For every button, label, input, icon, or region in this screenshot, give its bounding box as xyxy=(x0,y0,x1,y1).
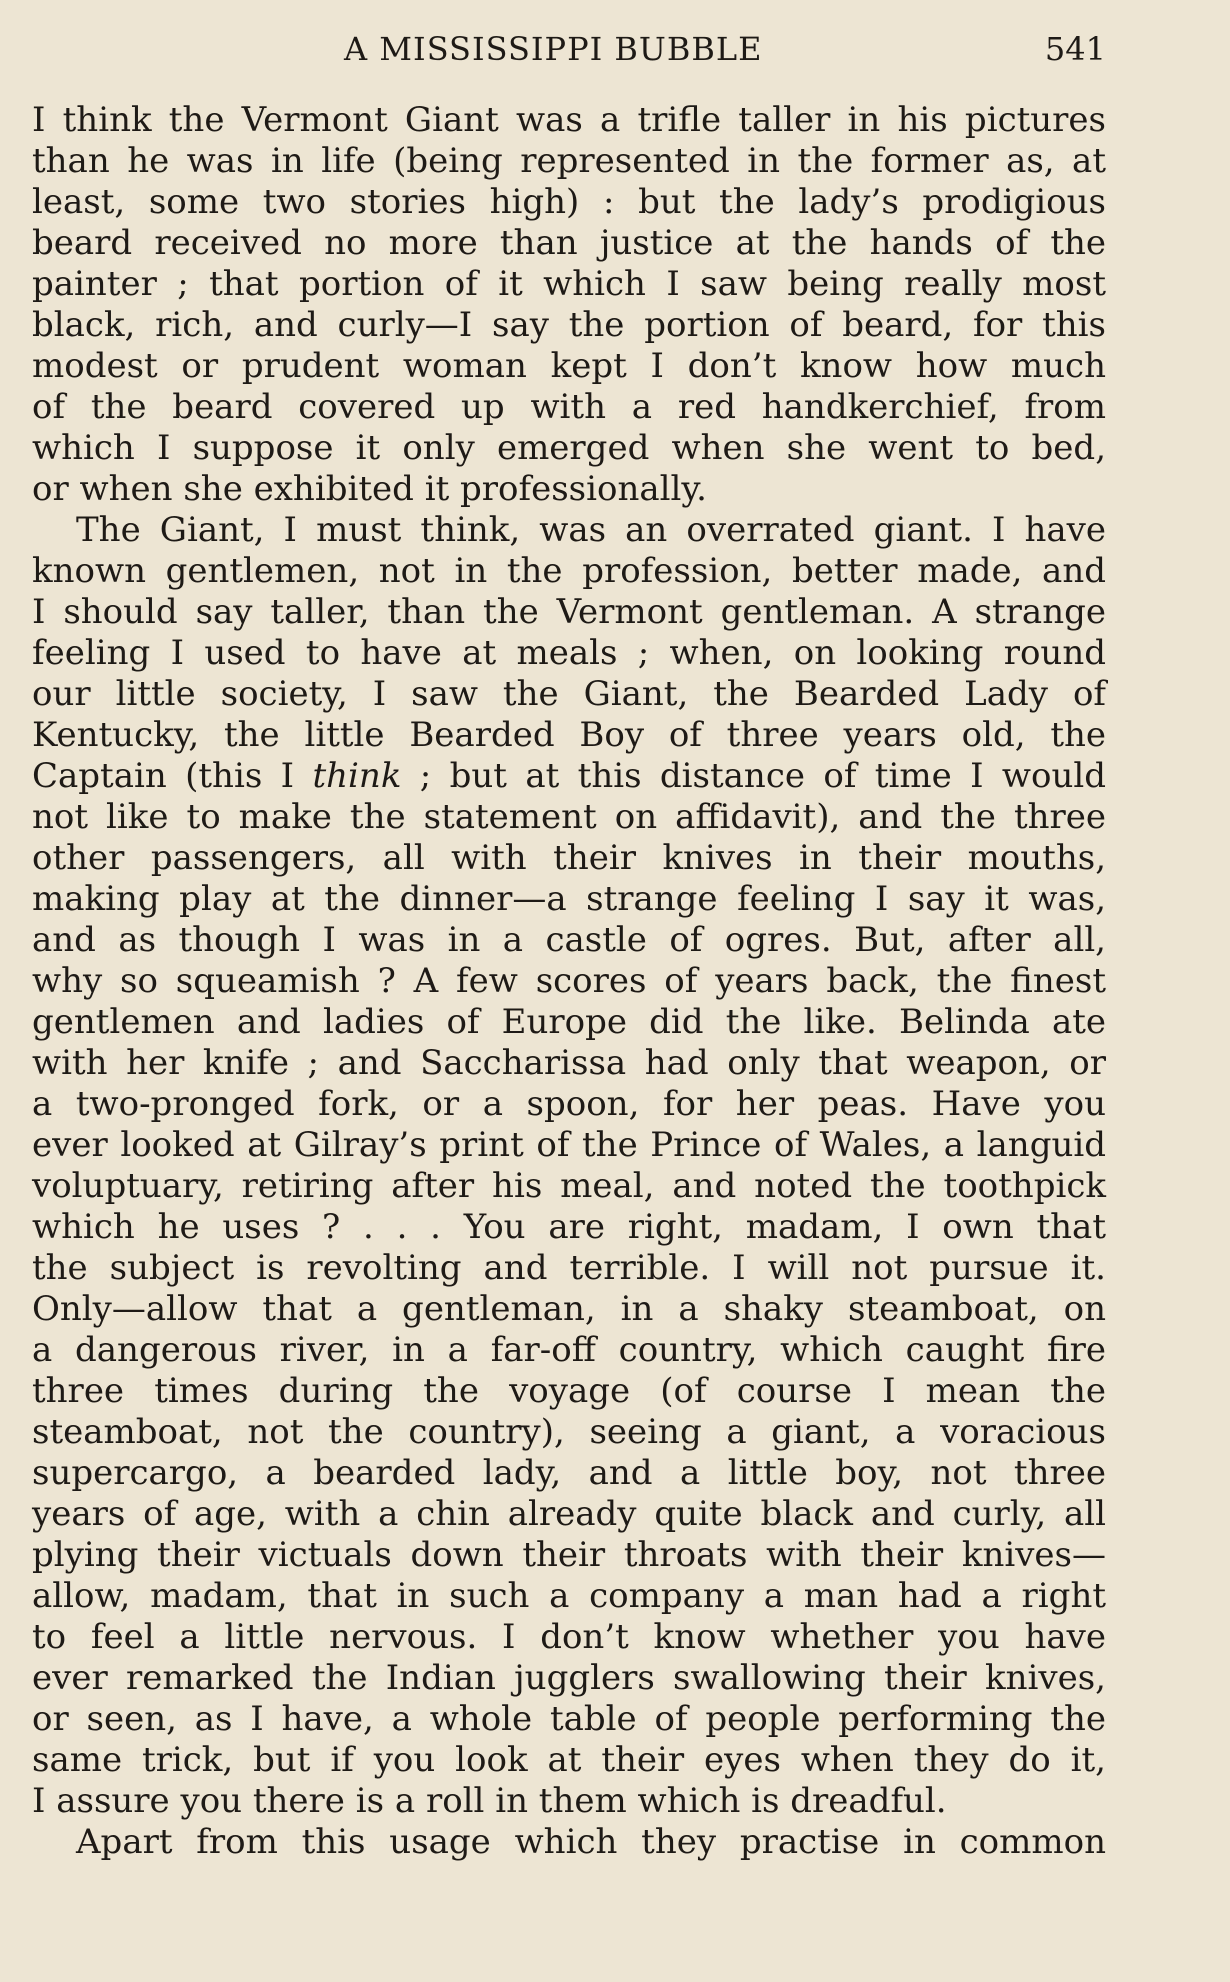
text-line: the subject is revolting and terrible. I will not pursue it. xyxy=(32,1248,1106,1288)
page-number: 541 xyxy=(1044,30,1106,68)
text-line: ever remarked the Indian jugglers swallowing their knives, xyxy=(32,1658,1106,1698)
text-line: ever looked at Gilray’s print of the Prince of Wales, a languid xyxy=(32,1125,1106,1165)
text-line: Kentucky, the little Bearded Boy of three years old, the xyxy=(32,715,1106,755)
paragraph-start-line: Apart from this usage which they practise in common xyxy=(76,1822,1106,1862)
text-line: allow, madam, that in such a company a man had a right xyxy=(32,1576,1106,1616)
line-start: Captain (this I xyxy=(32,756,313,796)
running-header xyxy=(34,24,1106,74)
text-line: or when she exhibited it professionally. xyxy=(32,469,707,509)
text-line: and as though I was in a castle of ogres. But, after all, xyxy=(32,920,1106,960)
text-line: feeling I used to have at meals ; when, on looking round xyxy=(32,633,1106,673)
text-line: plying their victuals down their throats with their knives— xyxy=(32,1535,1106,1575)
line-end: ; but at this distance of time I would xyxy=(401,756,1107,796)
running-title: A MISSISSIPPI BUBBLE xyxy=(344,30,763,68)
text-line: not like to make the statement on affidavit), and the three xyxy=(32,797,1106,837)
text-line: beard received no more than justice at the hands of the xyxy=(32,223,1106,263)
text-line: I should say taller, than the Vermont gentleman. A strange xyxy=(32,592,1106,632)
text-line: making play at the dinner—a strange feeling I say it was, xyxy=(32,879,1106,919)
text-line-with-italic xyxy=(32,756,1106,797)
text-line: of the beard covered up with a red handkerchief, from xyxy=(32,387,1106,427)
text-line: modest or prudent woman kept I don’t know how much xyxy=(32,346,1106,386)
text-line: a dangerous river, in a far-off country, which caught fire xyxy=(32,1330,1106,1370)
text-line: our little society, I saw the Giant, the Bearded Lady of xyxy=(32,674,1106,714)
text-line: same trick, but if you look at their eyes when they do it, xyxy=(32,1740,1106,1780)
text-line: known gentlemen, not in the profession, better made, and xyxy=(32,551,1106,591)
text-line: than he was in life (being represented in the former as, at xyxy=(32,141,1106,181)
text-line: which he uses ? . . . You are right, madam, I own that xyxy=(32,1207,1106,1247)
text-line: to feel a little nervous. I don’t know whether you have xyxy=(32,1617,1106,1657)
italic-word: think xyxy=(312,756,402,796)
text-line: three times during the voyage (of course I mean the xyxy=(32,1371,1106,1411)
text-line: years of age, with a chin already quite black and curly, all xyxy=(32,1494,1106,1534)
text-line: voluptuary, retiring after his meal, and noted the toothpick xyxy=(32,1166,1106,1206)
text-line: least, some two stories high) : but the lady’s prodigious xyxy=(32,182,1106,222)
text-line: which I suppose it only emerged when she went to bed, xyxy=(32,428,1106,468)
text-line: why so squeamish ? A few scores of years back, the finest xyxy=(32,961,1106,1001)
text-line: gentlemen and ladies of Europe did the like. Belinda ate xyxy=(32,1002,1106,1042)
text-line: a two-pronged fork, or a spoon, for her peas. Have you xyxy=(32,1084,1106,1124)
body-text xyxy=(32,100,1106,1863)
text-line: with her knife ; and Saccharissa had only that weapon, or xyxy=(32,1043,1106,1083)
text-line: painter ; that portion of it which I saw being really most xyxy=(32,264,1106,304)
text-line: Only—allow that a gentleman, in a shaky steamboat, on xyxy=(32,1289,1106,1329)
paragraph-start-line: The Giant, I must think, was an overrated giant. I have xyxy=(76,510,1106,550)
text-line: steamboat, not the country), seeing a giant, a voracious xyxy=(32,1412,1106,1452)
text-line: other passengers, all with their knives in their mouths, xyxy=(32,838,1106,878)
text-line: black, rich, and curly—I say the portion of beard, for this xyxy=(32,305,1106,345)
text-line: I think the Vermont Giant was a trifle taller in his pictures xyxy=(32,100,1106,140)
text-line: supercargo, a bearded lady, and a little boy, not three xyxy=(32,1453,1106,1493)
text-line: I assure you there is a roll in them which is dreadful. xyxy=(32,1781,947,1821)
text-line: or seen, as I have, a whole table of people performing the xyxy=(32,1699,1106,1739)
